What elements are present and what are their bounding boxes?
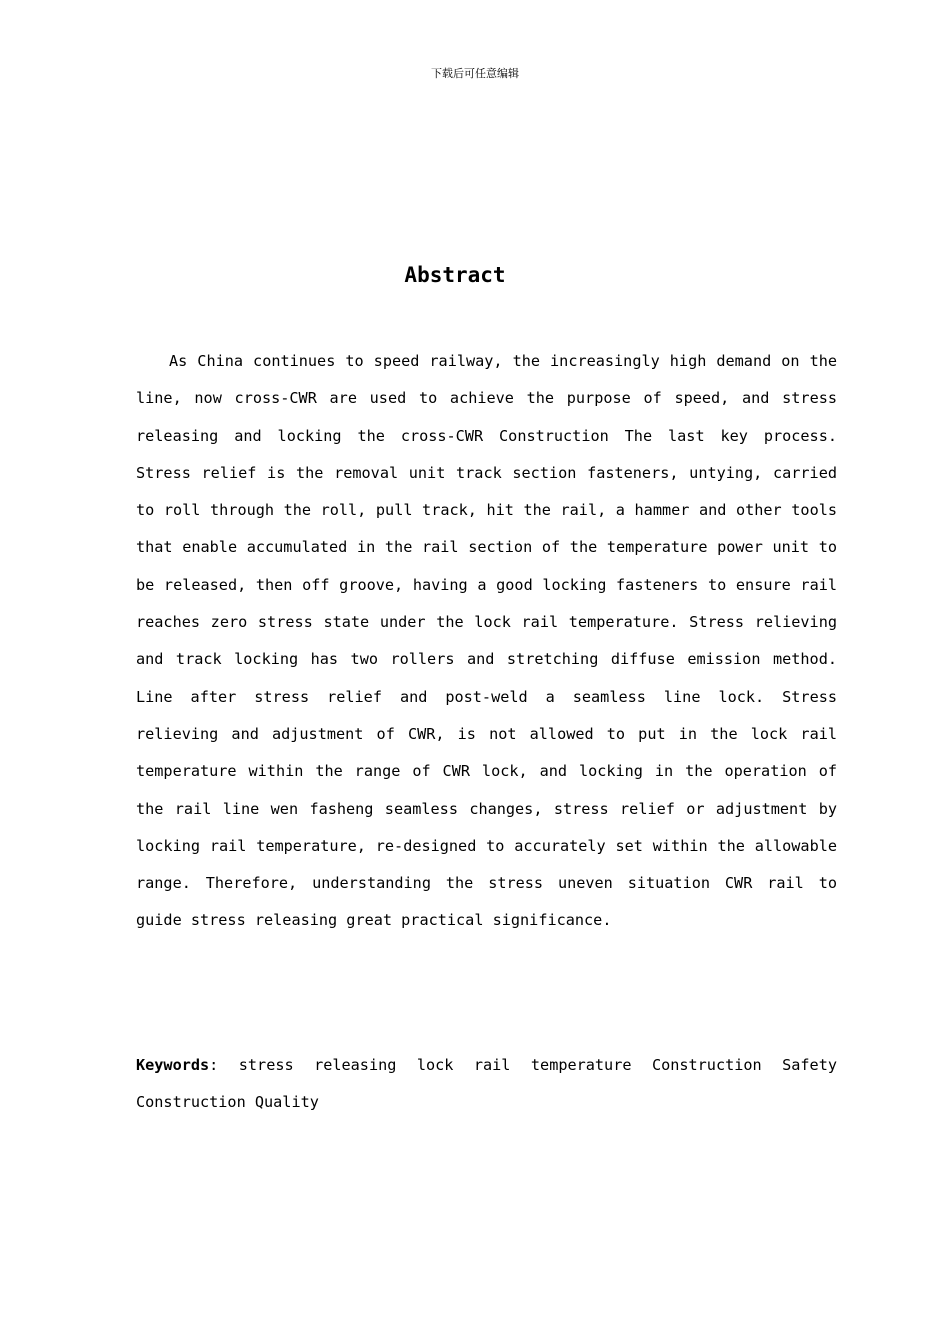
abstract-paragraph: As China continues to speed railway, the increasingly high demand on the line, now cross-CWR are used to achieve the purpose of speed, and stress releasing and locking the cross-CWR Construction The last key process. Stress relief is the removal unit track section fasteners, untying, carried to roll through the roll, pull track, hit the rail, a hammer and other tools that enable accumulated in the rail section of the temperature power unit to be released, then off groove, having a good locking fasteners to ensure rail reaches zero stress state under the lock rail temperature. Stress relieving and track locking has two rollers and stretching diffuse emission method. Line after stress relief and post-weld a seamless line lock. Stress relieving and adjustment of CWR, is not allowed to put in the lock rail temperature within the range of CWR lock, and locking in the operation of the rail line wen fasheng seamless changes, stress relief or adjustment by locking rail temperature, re-designed to accurately set within the allowable range. Therefore, understanding the stress uneven situation CWR rail to guide stress releasing great practical significance. — [136, 352, 837, 930]
document-title: Abstract — [404, 263, 506, 287]
keywords-separator: : — [209, 1056, 239, 1074]
keywords-text: stress releasing lock rail temperature Construction Safety Construction Quality — [136, 1056, 837, 1112]
page-header: 下载后可任意编辑 — [431, 67, 519, 80]
keywords-line — [136, 1047, 837, 1122]
keywords-label: Keywords — [136, 1056, 210, 1074]
